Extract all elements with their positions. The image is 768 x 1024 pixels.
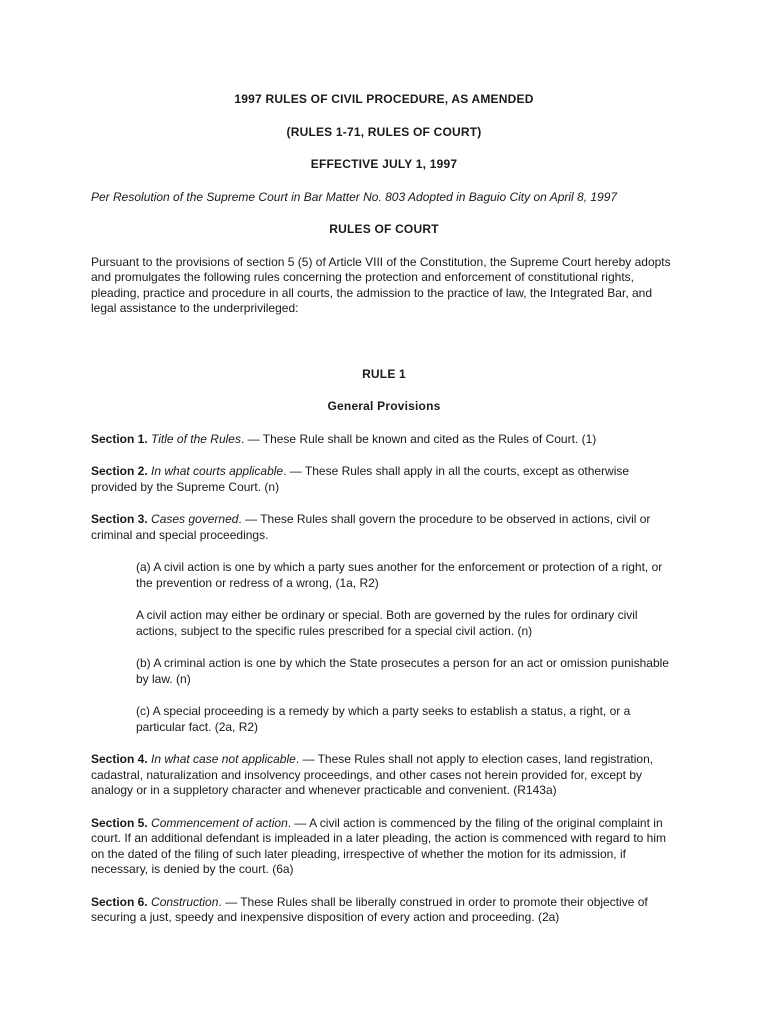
section-text: . — These Rules shall not apply to election cases, land registration, cadastral, naturalization and insolvency proceedings, and other cases not herein provided for, except by analogy or in a suppletory character and whenever practicable and convenient. (R143a) xyxy=(91,752,654,797)
section-text: . — These Rules shall be liberally construed in order to promote their objective of securing a just, speedy and inexpensive disposition of every action and proceeding. (2a) xyxy=(91,894,648,924)
section-label: Section 1. xyxy=(91,431,148,446)
section-text: . — These Rules shall apply in all the courts, except as otherwise provided by the Supreme Court. (n) xyxy=(91,464,630,494)
rule-name: General Provisions xyxy=(327,399,441,413)
section-label: Section 2. xyxy=(91,464,148,478)
section-text: . — A civil action is commenced by the filing of the original complaint in court. If an additional defendant is impleaded in a later pleading, the action is commenced with regard to him on the dated of the filing of such later pleading, irrespective of whether the motion for its admission, if necessary, is denied by the court. (6a) xyxy=(91,815,667,876)
section-title: In what case not applicable xyxy=(151,752,296,766)
section-label: Section 4. xyxy=(91,752,148,766)
section-label: Section 5. xyxy=(91,815,148,830)
section-3 xyxy=(91,512,677,543)
section-title: Cases governed xyxy=(151,512,239,526)
section-2 xyxy=(91,464,677,495)
document-subtitle: (RULES 1-71, RULES OF COURT) xyxy=(286,124,482,139)
section-1 xyxy=(91,432,677,448)
rule-number: RULE 1 xyxy=(362,366,406,381)
section-title: Commencement of action xyxy=(151,815,288,830)
section-3-paragraph-b: (b) A criminal action is one by which the State prosecutes a person for an act or omission punishable by law. (n) xyxy=(136,656,669,686)
section-label: Section 3. xyxy=(91,512,148,526)
section-6 xyxy=(91,895,677,926)
section-5 xyxy=(91,816,677,878)
preamble: Pursuant to the provisions of section 5 (5) of Article VIII of the Constitution, the Supreme Court hereby adopts and promulgates the following rules concerning the protection and enforcement of constitutional rights, pleading, practice and procedure in all courts, the admission to the practice of law, the Integrated Bar, and legal assistance to the underprivileged: xyxy=(91,254,671,315)
document-title: 1997 RULES OF CIVIL PROCEDURE, AS AMENDED xyxy=(234,92,534,106)
document-page xyxy=(91,92,677,943)
section-text: . — These Rules shall govern the procedure to be observed in actions, civil or criminal and special proceedings. xyxy=(91,512,651,542)
section-3-paragraph-c: (c) A special proceeding is a remedy by which a party seeks to establish a status, a right, or a particular fact. (2a, R2) xyxy=(136,704,631,734)
section-4 xyxy=(91,752,677,799)
section-title: Title of the Rules xyxy=(151,431,241,446)
effective-date: EFFECTIVE JULY 1, 1997 xyxy=(310,157,458,171)
section-title: Construction xyxy=(151,894,219,909)
section-label: Section 6. xyxy=(91,894,148,909)
resolution-note: Per Resolution of the Supreme Court in Bar Matter No. 803 Adopted in Baguio City on April 8, 1997 xyxy=(91,189,618,204)
section-text: . — These Rule shall be known and cited as the Rules of Court. (1) xyxy=(240,431,597,446)
rules-heading: RULES OF COURT xyxy=(329,222,439,236)
section-3-paragraph-civil: A civil action may either be ordinary or special. Both are governed by the rules for ordinary civil actions, subject to the specific rules prescribed for a special civil action. (n) xyxy=(136,608,638,638)
section-title: In what courts applicable xyxy=(151,464,284,478)
section-3-paragraph-a: (a) A civil action is one by which a party sues another for the enforcement or protection of a right, or the prevention or redress of a wrong, (1a, R2) xyxy=(136,560,663,590)
